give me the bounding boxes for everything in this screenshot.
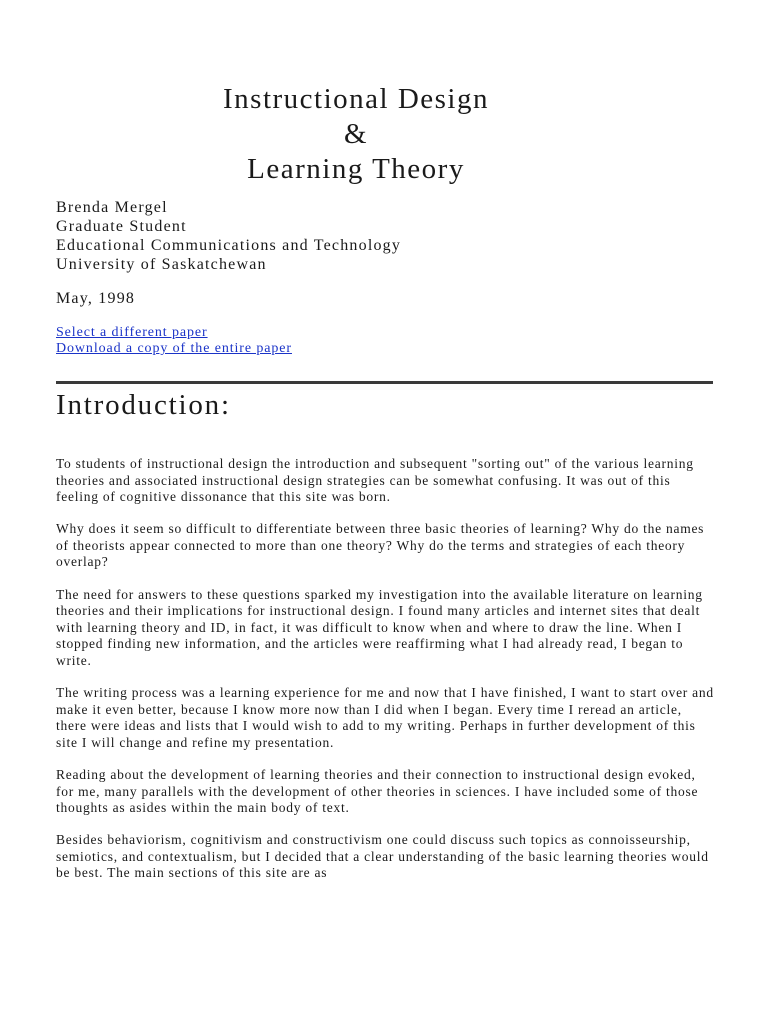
publication-date: May, 1998 — [56, 290, 136, 307]
author-university: University of Saskatchewan — [56, 256, 267, 273]
author-role: Graduate Student — [56, 218, 187, 235]
title-line-3: Learning Theory — [247, 153, 465, 185]
title-line-2: & — [343, 118, 369, 150]
document-title — [56, 82, 656, 187]
author-info — [56, 198, 401, 274]
select-different-paper-link[interactable]: Select a different paper — [56, 325, 208, 340]
paragraph: The need for answers to these questions sparked my investigation into the available literature on learning theories and their implications for instructional design. I found many articles and internet sites that dealt with learning theory and ID, in fact, it was difficult to know when and where to draw the line. When I stopped finding new information, and the articles were reaffirming what I had already read, I began to write. — [56, 586, 703, 668]
title-line-1: Instructional Design — [223, 83, 489, 115]
paragraph: Reading about the development of learning theories and their connection to instructional design evoked, for me, many parallels with the development of other theories in sciences. I have included some of those thoughts as asides within the main body of text. — [56, 766, 699, 816]
author-department: Educational Communications and Technology — [56, 237, 402, 254]
horizontal-rule — [56, 381, 713, 384]
introduction-body — [56, 456, 716, 898]
paragraph: Besides behaviorism, cognitivism and constructivism one could discuss such topics as connoisseurship, semiotics, and contextualism, but I decided that a clear understanding of the basic learning theories would be best. The main sections of this site are as — [56, 832, 709, 881]
download-paper-link[interactable]: Download a copy of the entire paper — [56, 341, 292, 356]
paper-links — [56, 325, 292, 357]
paragraph: Why does it seem so difficult to differentiate between three basic theories of learning? Why do the names of theorists appear connected to more than one theory? Why do the terms and strategies of each theory overlap? — [56, 521, 705, 570]
author-name: Brenda Mergel — [56, 199, 168, 216]
paragraph: To students of instructional design the introduction and subsequent "sorting out" of the various learning theories and associated instructional design strategies can be somewhat confusing. It was out of this feeling of cognitive dissonance that this site was born. — [56, 456, 694, 505]
section-heading-introduction: Introduction: — [56, 389, 231, 421]
paragraph: The writing process was a learning experience for me and now that I have finished, I want to start over and make it even better, because I know more now than I did when I began. Every time I reread an article, there were ideas and lists that I would wish to add to my writing. Perhaps in further development of this site I will change and refine my presentation. — [56, 685, 714, 750]
